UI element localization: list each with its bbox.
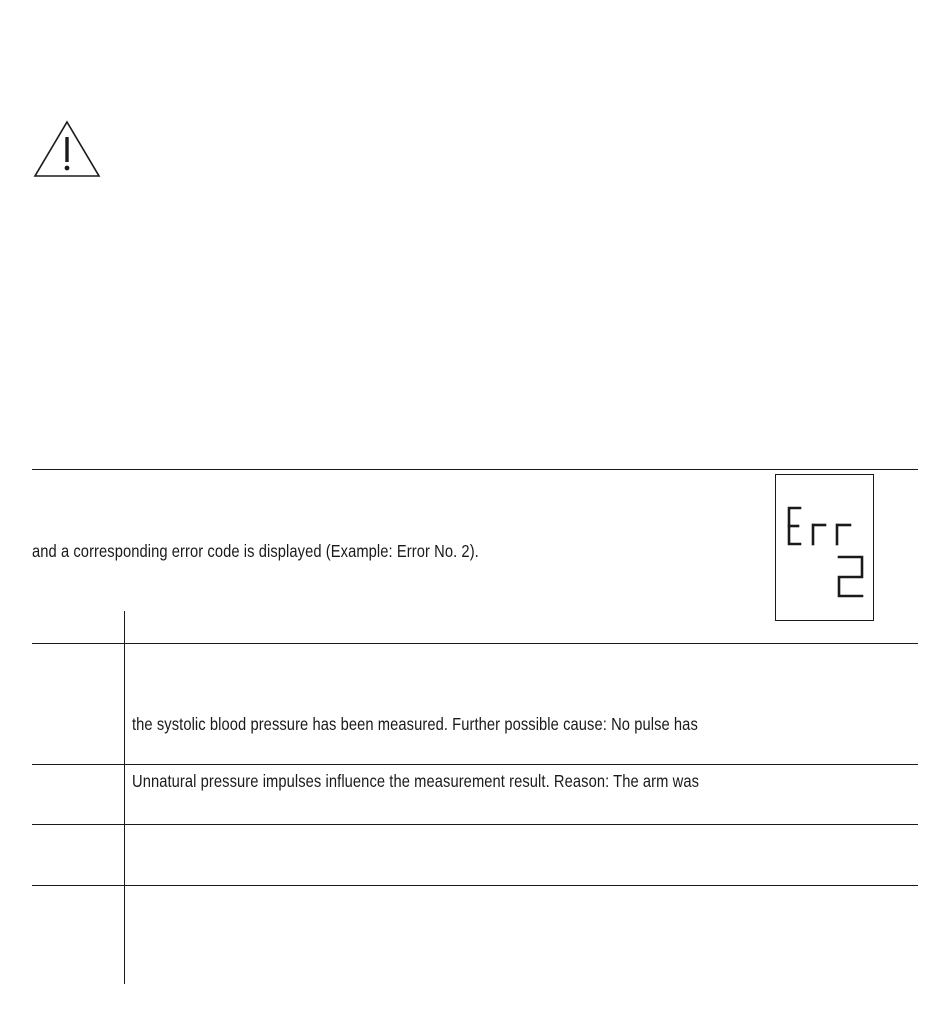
warning-triangle-icon — [33, 120, 101, 178]
section-divider — [32, 469, 918, 470]
lcd-display-example — [775, 474, 874, 621]
table-row-text: Unnatural pressure impulses influence the measurement result. Reason: The arm was — [132, 771, 700, 791]
table-column-divider — [124, 611, 125, 984]
table-row-divider — [32, 764, 918, 765]
table-row-divider — [32, 824, 918, 825]
table-row-divider — [32, 885, 918, 886]
table-row-divider — [32, 643, 918, 644]
intro-text: and a corresponding error code is displayed (Example: Error No. 2). — [32, 541, 479, 561]
lcd-error-code-graphic — [776, 475, 875, 622]
table-row-text: the systolic blood pressure has been measured. Further possible cause: No pulse has — [132, 714, 698, 734]
